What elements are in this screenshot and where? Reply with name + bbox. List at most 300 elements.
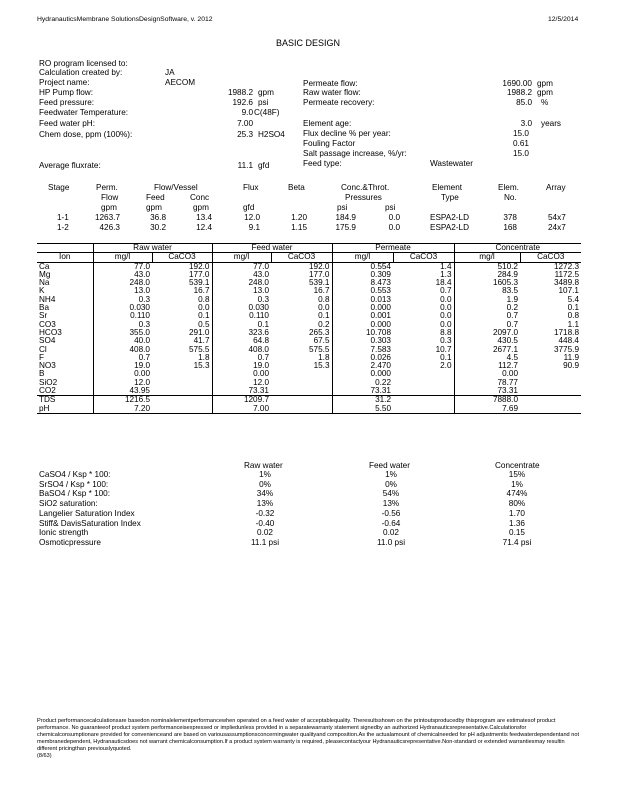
stage-row-2-conc-press: 175.9	[335, 223, 356, 232]
unit-gpm-2: gpm	[146, 203, 162, 212]
raw-flow-unit: gpm	[537, 88, 553, 97]
group-permeate: Permeate	[332, 244, 454, 253]
ion-name: Ba	[39, 303, 50, 313]
ion-row-tds	[37, 396, 581, 405]
sat-row-value: 1%	[511, 479, 523, 489]
ion-value: 3775.9	[553, 344, 579, 354]
stage-row-2-beta: 1.15	[291, 223, 307, 232]
sat-row-label: Stiff& DavisSaturation Index	[39, 518, 141, 528]
ion-value	[152, 387, 212, 396]
ion-value: 1718.8	[553, 327, 579, 337]
permeate-flow-value: 1690.00	[502, 79, 532, 88]
ion-value: 112.7	[454, 362, 520, 370]
hp-pump-unit: gpm	[258, 88, 274, 97]
stage-row-1-array: 54x7	[548, 213, 566, 222]
col-feed-mgl: mg/l	[212, 253, 271, 262]
array-header: Array	[546, 183, 566, 192]
element-age-unit: years	[541, 119, 562, 128]
feed-pressure-label: Feed pressure:	[39, 98, 95, 107]
ion-value: 0.7	[440, 286, 452, 296]
ion-value: 291.0	[189, 327, 210, 337]
ion-value	[271, 396, 332, 405]
ion-value: 1605.3	[454, 279, 520, 287]
ion-value: 1.1	[567, 319, 579, 329]
ion-value	[520, 387, 581, 396]
ion-value	[520, 379, 581, 387]
ion-value: 43.0	[212, 271, 271, 279]
col-perm-caco3: CaCO3	[393, 253, 454, 262]
temperature-value: 9.0	[241, 108, 253, 117]
feed-pressure-value: 192.6	[232, 98, 253, 107]
sat-row-value: 15%	[508, 470, 526, 479]
sat-header-conc: Concentrate	[495, 461, 540, 470]
ion-row-na	[37, 279, 581, 287]
pressures-subheader: Pressures	[345, 193, 382, 202]
ion-value	[520, 370, 581, 378]
report-date: 12/5/2014	[548, 16, 579, 23]
ion-value: 0.7	[454, 312, 520, 320]
ion-value: 0.00	[93, 370, 152, 378]
stage-row-2-elem-no: 168	[503, 223, 517, 232]
sat-row-value: 11.0 psi	[376, 537, 406, 547]
ion-value: 0.554	[332, 262, 393, 271]
ion-value: 77.0	[212, 262, 271, 271]
ion-value: 10.708	[332, 329, 393, 337]
ion-value: 0.8	[198, 294, 210, 304]
group-feed-water: Feed water	[212, 244, 332, 253]
ion-value: 0.110	[93, 312, 152, 320]
disclaimer-text: Product performancecalculationsare basedon nominalelementperformancewhen operated on a feed water of acceptablequality. Theresultsshown on the printoutsproducedby thisprogram are estimatesof product performance. No guaranteeof product system performanceisexpressed or impliedunless provided in a separatewarranty statement signedby an authorized Hydranauticsrepresentative.Calculationsfor chemicalconsumptionare provided for convenienceand are based on variousassumptionsconcerningwater qualityand composition.As the actualamount of chemicalneeded for pH adjustmentis feedwaterdependentand not membranedependent, Hydranauticsdoes not warrant chemicalconsumption.If a product system warranty is required, pleasecontactyour Hydranauticsrepresentative.Non-standard or extended warrantiesmay resultin different pricingthan previouslyquoted.	[37, 718, 579, 753]
ion-value: 1209.7	[212, 396, 271, 405]
sat-row-value: 0.02	[383, 528, 399, 538]
ion-value: 284.9	[454, 271, 520, 279]
sat-row-label: BaSO4 / Ksp * 100:	[39, 489, 111, 499]
ion-value: 73.31	[454, 387, 520, 396]
conc-throt-header: Conc.&Throt.	[341, 183, 390, 192]
avg-flux-label: Average fluxrate:	[39, 161, 101, 170]
sat-row-value: 34%	[256, 489, 274, 499]
ion-value: 13.0	[212, 287, 271, 295]
ion-value: 430.5	[454, 337, 520, 345]
created-label: Calculation created by:	[39, 68, 123, 77]
stage-row-2-conc: 12.4	[196, 223, 212, 232]
ion-value: 1216.5	[93, 396, 152, 405]
beta-header: Beta	[288, 183, 305, 192]
ion-value: 8.473	[332, 279, 393, 287]
ion-value: 0.0	[318, 303, 330, 313]
ion-value: 67.5	[313, 336, 330, 346]
stage-row-1-conc-press: 184.9	[335, 213, 356, 222]
ion-value: 2.470	[332, 362, 393, 370]
col-feed-caco3: CaCO3	[271, 253, 332, 262]
ion-value	[393, 396, 454, 405]
raw-flow-value: 1988.2	[506, 88, 532, 97]
sat-row-label: CaSO4 / Ksp * 100:	[39, 470, 111, 479]
ion-value: 10.7	[435, 344, 452, 354]
ion-value	[520, 396, 581, 405]
ion-row-cl	[37, 346, 581, 354]
ion-value: 12.0	[93, 379, 152, 387]
ion-value: 11.9	[563, 352, 579, 362]
ion-value: 0.553	[332, 287, 393, 295]
sat-row-value: 474%	[506, 489, 528, 499]
ion-value: 510.2	[454, 262, 520, 271]
no-subheader: No.	[504, 193, 517, 202]
element-age-label: Element age:	[303, 119, 352, 128]
ion-value: 177.0	[189, 269, 210, 279]
permeate-flow-unit: gpm	[537, 79, 553, 88]
hp-pump-value: 1988.2	[227, 88, 253, 97]
ion-value	[271, 379, 332, 387]
ion-value: 0.013	[332, 296, 393, 304]
ion-row-nh4	[37, 296, 581, 304]
ion-value: 539.1	[189, 278, 210, 288]
project-name-label: Project name:	[39, 78, 90, 87]
ion-value: 0.7	[454, 321, 520, 329]
software-version: HydranauticsMembrane SolutionsDesignSoftware, v. 2012	[37, 16, 213, 23]
col-conc-mgl: mg/l	[454, 253, 520, 262]
sat-row-value: 1%	[259, 470, 271, 479]
ion-value: 83.5	[454, 287, 520, 295]
sat-row-value: 0%	[385, 479, 397, 489]
ion-value: 0.0	[440, 294, 452, 304]
ion-value: 248.0	[212, 279, 271, 287]
col-raw-caco3: CaCO3	[152, 253, 212, 262]
ion-name: K	[39, 286, 45, 296]
ion-value: 355.0	[93, 329, 152, 337]
sat-row-value: 54%	[382, 489, 400, 499]
ion-value: 0.7	[212, 354, 271, 362]
ion-row-sr	[37, 312, 581, 320]
ion-value	[152, 405, 212, 414]
unit-gfd: gfd	[243, 203, 255, 212]
fouling-label: Fouling Factor	[303, 139, 356, 148]
ion-name: pH	[37, 405, 93, 414]
ion-value	[152, 396, 212, 405]
ion-value: 0.00	[454, 370, 520, 378]
stage-row-2-flux: 9.1	[248, 223, 260, 232]
ion-name: Mg	[39, 269, 51, 279]
stage-row-1-beta: 1.20	[291, 213, 307, 222]
ion-value: 7.69	[454, 405, 520, 414]
stage-row-2-feed: 30.2	[150, 223, 166, 232]
stage-row-2-array: 24x7	[548, 223, 566, 232]
stage-row-2-throt: 0.0	[388, 223, 400, 232]
ion-value	[152, 379, 212, 387]
project-name-value: AECOM	[165, 78, 196, 87]
ion-value: 7.583	[332, 346, 393, 354]
recovery-unit: %	[541, 98, 549, 107]
ion-value: 43.95	[93, 387, 152, 396]
ion-name: B	[39, 369, 45, 379]
ion-name: SiO2	[39, 377, 58, 387]
sat-row-value: -0.40	[255, 518, 275, 528]
feed-ph-label: Feed water pH:	[39, 119, 95, 128]
ion-name: Na	[39, 278, 50, 288]
col-raw-mgl: mg/l	[93, 253, 152, 262]
ion-row-ba	[37, 304, 581, 312]
ion-value: 4.5	[454, 354, 520, 362]
avg-flux-unit: gfd	[258, 161, 270, 170]
stage-row-1-throt: 0.0	[388, 213, 400, 222]
raw-flow-label: Raw water flow:	[303, 88, 361, 97]
hp-pump-label: HP Pump flow:	[39, 88, 93, 97]
flow-subheader: Flow	[101, 193, 119, 202]
page-number: (8/63)	[37, 753, 52, 760]
stage-row-1-conc: 13.4	[196, 213, 212, 222]
license-label: RO program licensed to:	[39, 59, 128, 68]
ion-row-ph	[37, 405, 581, 414]
ion-value: 0.3	[93, 296, 152, 304]
ion-value: 0.000	[332, 370, 393, 378]
feed-type-value: Wastewater	[430, 159, 473, 168]
created-value: JA	[165, 68, 175, 77]
sat-row-value: 71.4 psi	[502, 537, 532, 547]
sat-row-label: SiO2 saturation:	[39, 499, 98, 509]
sat-row-value: 80%	[508, 499, 526, 509]
stage-header: Stage	[48, 183, 70, 192]
chem-dose-unit: H2SO4	[258, 130, 285, 139]
ion-value: 0.030	[212, 304, 271, 312]
sat-row-label: Langelier Saturation Index	[39, 508, 135, 518]
ion-value: 15.3	[193, 361, 210, 371]
ion-table	[37, 243, 581, 414]
sat-row-value: 13%	[382, 499, 400, 509]
ion-name: TDS	[37, 396, 93, 405]
ion-value	[393, 387, 454, 396]
ion-value: 15.3	[313, 361, 330, 371]
group-concentrate: Concentrate	[454, 244, 581, 253]
ion-value: 448.4	[558, 336, 579, 346]
ion-value: 78.77	[454, 379, 520, 387]
ion-value: 0.8	[318, 294, 330, 304]
ion-value: 73.31	[332, 387, 393, 396]
ion-value	[520, 405, 581, 414]
ion-value: 0.0	[440, 319, 452, 329]
ion-value: 0.309	[332, 271, 393, 279]
ion-value: 1.8	[198, 352, 210, 362]
ion-value: 0.1	[198, 311, 210, 321]
feed-subheader: Feed	[146, 193, 165, 202]
sat-row-value: -0.56	[381, 508, 401, 518]
conc-subheader: Conc	[190, 193, 210, 202]
ion-value: 2677.1	[454, 346, 520, 354]
ion-value: 0.0	[440, 311, 452, 321]
stage-row-1-elem-no: 378	[503, 213, 517, 222]
feed-type-label: Feed type:	[303, 159, 342, 168]
stage-row-1-element: ESPA2-LD	[430, 213, 469, 222]
ion-value	[393, 370, 454, 378]
ion-value: 575.5	[189, 344, 210, 354]
unit-psi-2: psi	[385, 203, 396, 212]
ion-name: SO4	[39, 336, 56, 346]
ion-value: 0.5	[198, 319, 210, 329]
ion-value	[393, 379, 454, 387]
ion-name: HCO3	[39, 327, 62, 337]
ion-value: 8.8	[440, 327, 452, 337]
sat-row-value: 0.15	[509, 528, 525, 538]
stage-row-1-flux: 12.0	[244, 213, 260, 222]
sat-row-value: 1%	[385, 470, 397, 479]
sat-row-value: 0%	[259, 479, 271, 489]
salt-passage-label: Salt passage increase, %/yr:	[303, 149, 407, 158]
ion-value: 107.1	[558, 286, 579, 296]
sat-row-label: Ionic strength	[39, 528, 89, 538]
stage-row-1-stage: 1-1	[57, 213, 69, 222]
ion-value: 40.0	[93, 337, 152, 345]
ion-value: 7.20	[93, 405, 152, 414]
fouling-value: 0.61	[513, 139, 529, 148]
sat-row-value: 11.1 psi	[250, 537, 280, 547]
ion-value	[271, 405, 332, 414]
ion-value: 1.4	[440, 261, 452, 271]
ion-value: 16.7	[313, 286, 330, 296]
elem-header: Elem.	[498, 183, 519, 192]
stage-row-1-feed: 36.8	[150, 213, 166, 222]
ion-value: 0.3	[440, 336, 452, 346]
ion-name: Sr	[39, 311, 48, 321]
ion-value: 0.001	[332, 312, 393, 320]
ion-value: 73.31	[212, 387, 271, 396]
ion-value: 0.3	[93, 321, 152, 329]
ion-value: 0.110	[212, 312, 271, 320]
ion-value: 0.1	[567, 303, 579, 313]
chem-dose-label: Chem dose, ppm (100%):	[39, 130, 133, 139]
col-conc-caco3: CaCO3	[520, 253, 581, 262]
sat-row-value: 0.02	[257, 528, 273, 538]
ion-name: Ca	[39, 261, 50, 271]
ion-value: 1272.3	[553, 261, 579, 271]
ion-value: 575.5	[309, 344, 330, 354]
flux-decline-label: Flux decline % per year:	[303, 129, 391, 138]
ion-value: 18.4	[435, 278, 452, 288]
sat-row-label: Osmoticpressure	[39, 537, 101, 547]
ion-name: CO2	[39, 386, 56, 396]
ion-value: 0.0	[198, 303, 210, 313]
col-perm-mgl: mg/l	[332, 253, 393, 262]
ion-value: 5.50	[332, 405, 393, 414]
sat-row-value: -0.64	[381, 518, 401, 528]
ion-value: 0.303	[332, 337, 393, 345]
unit-psi-1: psi	[337, 203, 348, 212]
ion-value: 192.0	[309, 261, 330, 271]
ion-value: 41.7	[193, 336, 210, 346]
ion-row-k	[37, 287, 581, 295]
ion-name: NO3	[39, 361, 56, 371]
flux-decline-value: 15.0	[513, 129, 529, 138]
flow-vessel-header: Flow/Vessel	[154, 183, 198, 192]
ion-col-header-row	[37, 253, 581, 262]
sat-row-value: 13%	[256, 499, 274, 509]
ion-name: F	[39, 352, 45, 362]
salt-passage-value: 15.0	[513, 149, 529, 158]
unit-gpm-3: gpm	[193, 203, 209, 212]
ion-row-no3	[37, 362, 581, 370]
sat-row-value: 1.36	[509, 518, 525, 528]
ion-value	[271, 387, 332, 396]
ion-value: 0.00	[212, 370, 271, 378]
ion-value: 0.7	[93, 354, 152, 362]
ion-value: 13.0	[93, 287, 152, 295]
ion-value: 0.026	[332, 354, 393, 362]
feed-ph-value: 7.00	[237, 119, 253, 128]
ion-value: 0.8	[567, 311, 579, 321]
ion-value: 0.3	[212, 296, 271, 304]
page-title: BASIC DESIGN	[276, 38, 341, 48]
ion-value: 1172.5	[554, 269, 579, 279]
ion-value: 1.3	[440, 269, 452, 279]
ion-name: CO3	[39, 319, 56, 329]
sat-row-label: SrSO4 / Ksp * 100:	[39, 479, 109, 489]
permeate-flow-label: Permeate flow:	[303, 79, 358, 88]
ion-name: Cl	[39, 344, 47, 354]
perm-header: Perm.	[96, 183, 118, 192]
ion-value: 0.000	[332, 321, 393, 329]
disclaimer	[37, 718, 585, 761]
ion-value: 16.7	[193, 286, 210, 296]
ion-value: 1.9	[454, 296, 520, 304]
ion-value: 0.22	[332, 379, 393, 387]
ion-value: 0.1	[212, 321, 271, 329]
ion-value: 408.0	[212, 346, 271, 354]
element-age-value: 3.0	[520, 119, 532, 128]
col-ion: Ion	[37, 253, 93, 262]
sat-header-raw: Raw water	[244, 461, 283, 470]
ion-value: 0.030	[93, 304, 152, 312]
ion-value: 0.0	[440, 303, 452, 313]
ion-value: 19.0	[212, 362, 271, 370]
recovery-value: 85.0	[516, 98, 532, 107]
sat-row-value: -0.32	[255, 508, 275, 518]
ion-value: 90.9	[563, 361, 579, 371]
ion-value: 77.0	[93, 262, 152, 271]
ion-value: 5.4	[567, 294, 579, 304]
stage-row-2-perm: 426.3	[99, 223, 120, 232]
temperature-label: Feedwater Temperature:	[39, 108, 129, 117]
ion-value: 0.1	[440, 352, 452, 362]
ion-value	[271, 370, 332, 378]
ion-value: 7888.0	[454, 396, 520, 405]
ion-value: 539.1	[309, 278, 330, 288]
ion-value: 0.000	[332, 304, 393, 312]
sat-header-feed: Feed water	[369, 461, 410, 470]
ion-value	[393, 405, 454, 414]
ion-value: 3489.8	[553, 278, 579, 288]
ion-value: 64.8	[212, 337, 271, 345]
ion-value: 323.6	[212, 329, 271, 337]
ion-value: 265.3	[309, 327, 330, 337]
stage-row-2-element: ESPA2-LD	[430, 223, 469, 232]
flux-header: Flux	[243, 183, 259, 192]
recovery-label: Permeate recovery:	[303, 98, 375, 107]
ion-value: 19.0	[93, 362, 152, 370]
type-subheader: Type	[441, 193, 459, 202]
ion-value: 1.8	[318, 352, 330, 362]
sat-row-value: 1.70	[509, 508, 525, 518]
ion-value: 43.0	[93, 271, 152, 279]
stage-row-1-perm: 1263.7	[94, 213, 120, 222]
ion-value: 31.2	[332, 396, 393, 405]
ion-value: 12.0	[212, 379, 271, 387]
feed-pressure-unit: psi	[258, 98, 269, 107]
ion-name: NH4	[39, 294, 56, 304]
ion-value: 0.1	[318, 311, 330, 321]
temperature-unit: C(48F)	[254, 108, 280, 117]
ion-value: 0.2	[454, 304, 520, 312]
ion-value: 2.0	[440, 361, 452, 371]
unit-gpm-1: gpm	[101, 203, 117, 212]
ion-value: 408.0	[93, 346, 152, 354]
